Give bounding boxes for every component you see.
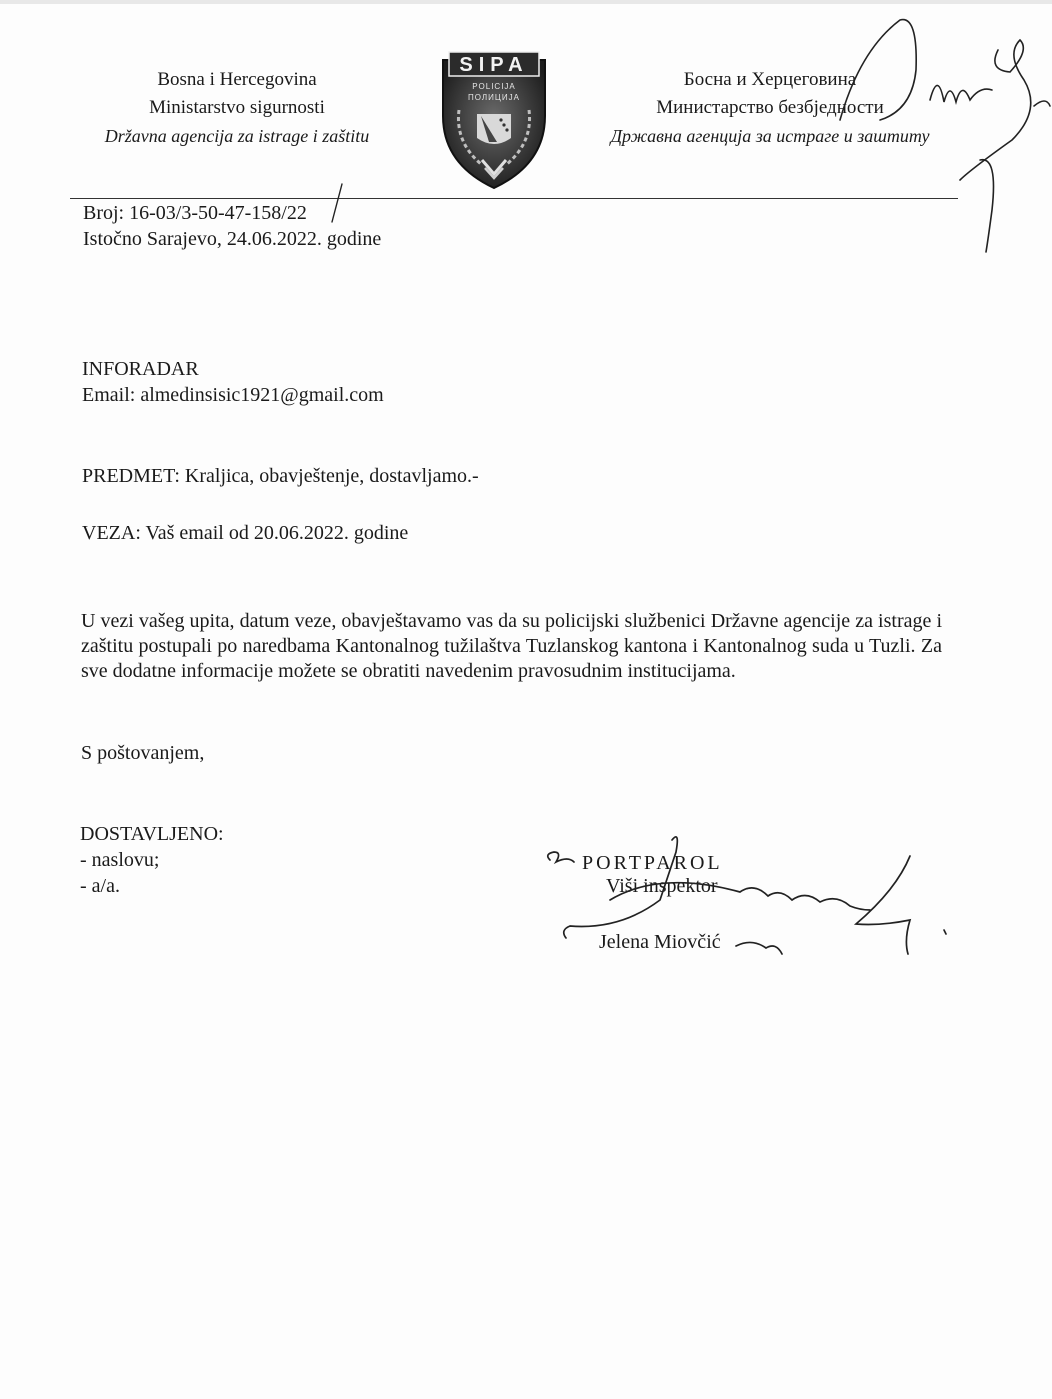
ministry-name-latin: Ministarstvo sigurnosti [149, 97, 325, 118]
svg-text:POLICIJA: POLICIJA [472, 82, 516, 91]
ministry-name-cyrillic: Министарство безбједности [656, 97, 884, 118]
recipient-email: Email: almedinsisic1921@gmail.com [82, 384, 384, 406]
signatory-name: Jelena Miovčić [599, 931, 721, 953]
country-name-cyrillic: Босна и Херцеговина [683, 69, 857, 90]
agency-name-cyrillic: Државна агенција за истраге и заштиту [610, 126, 930, 146]
svg-text:SIPA: SIPA [459, 54, 529, 76]
reference-link: VEZA: Vaš email od 20.06.2022. godine [82, 522, 409, 544]
delivered-item: - naslovu; [80, 849, 160, 871]
signatory-rank: Viši inspektor [606, 875, 718, 897]
closing-salutation: S poštovanjem, [81, 742, 205, 764]
sipa-police-badge-icon [437, 46, 551, 192]
header-right [590, 66, 950, 150]
country-name-latin: Bosna i Hercegovina [157, 69, 317, 90]
agency-name-latin: Državna agencija za istrage i zaštitu [104, 126, 370, 146]
delivered-item: - a/a. [80, 875, 120, 897]
recipient-name: INFORADAR [82, 358, 199, 380]
header-left [82, 66, 392, 150]
header-divider [70, 198, 958, 199]
scan-edge [0, 0, 1052, 4]
signatory-title: PORTPAROL [582, 852, 723, 874]
place-and-date: Istočno Sarajevo, 24.06.2022. godine [83, 228, 382, 250]
svg-text:ПОЛИЦИЈА: ПОЛИЦИЈА [468, 93, 520, 102]
subject-line: PREDMET: Kraljica, obavještenje, dostavljamo.- [82, 465, 479, 487]
body-paragraph: U vezi vašeg upita, datum veze, obavještavamo vas da su policijski službenici Državne agencije za istrage i zaštitu postupali po naredbama Kantonalnog tužilaštva Tuzlanskog kantona i Kantonalnog suda u Tuzli. Za sve dodatne informacije možete se obratiti navedenim pravosudnim institucijama. [81, 610, 942, 682]
delivered-title: DOSTAVLJENO: [80, 823, 224, 845]
reference-number: Broj: 16-03/3-50-47-158/22 [83, 202, 307, 224]
